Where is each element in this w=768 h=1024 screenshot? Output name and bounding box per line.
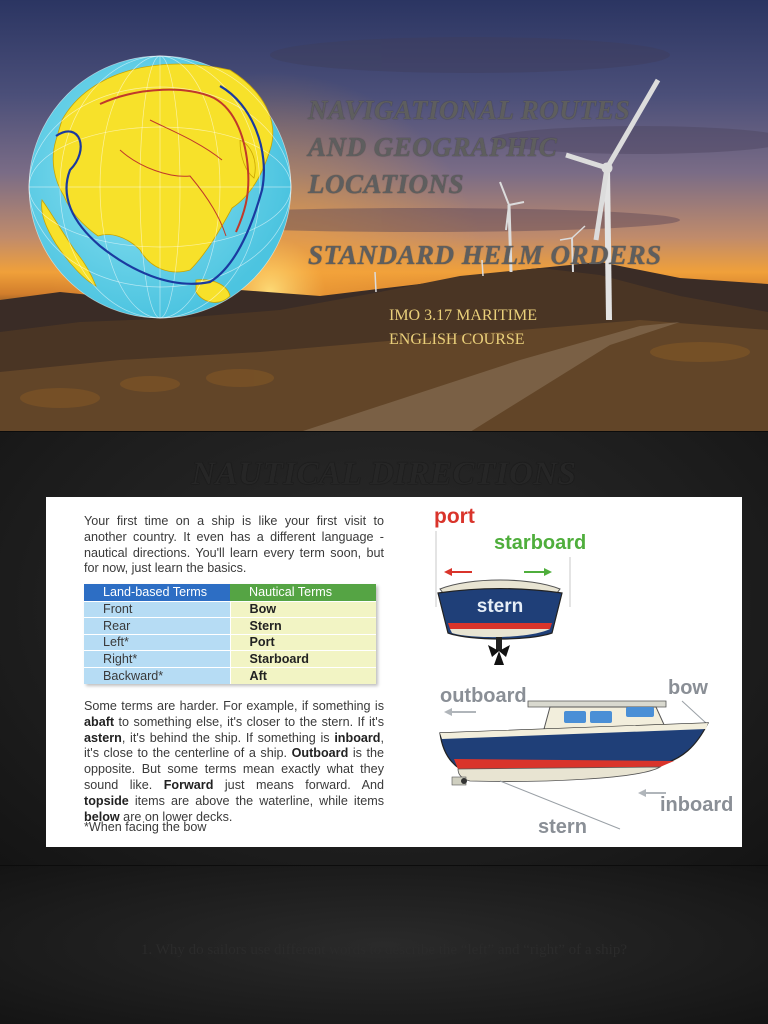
slide-heading: NAUTICAL DIRECTIONS (191, 456, 577, 492)
column-header-nautical: Nautical Terms (230, 584, 376, 601)
table-row (84, 651, 376, 668)
boat-stern-view-icon (438, 580, 562, 665)
question-text: 1. Why do sailors use different words to describe the “left” and “right” of a ship? (141, 942, 627, 958)
table-cell-nautical: Port (230, 634, 376, 651)
subtitle-line-1: IMO 3.17 MARITIME (389, 307, 537, 324)
label-port: port (434, 505, 475, 528)
table-cell-land: Rear (84, 618, 230, 635)
term-topside: topside (84, 793, 129, 808)
slide-nautical-directions (0, 432, 768, 866)
starboard-arrow-icon (524, 568, 552, 576)
table-cell-nautical: Bow (230, 601, 376, 618)
label-stern-bottom: stern (538, 816, 587, 838)
table-cell-nautical: Starboard (230, 651, 376, 668)
title-line-1: NAVIGATIONAL ROUTES (308, 95, 631, 125)
footnote: *When facing the bow (84, 820, 207, 834)
term-inboard: inboard (334, 730, 381, 745)
table-row (84, 601, 376, 618)
table-cell-land: Backward* (84, 667, 230, 684)
label-stern-top: stern (476, 596, 524, 617)
terms-table (84, 584, 376, 684)
boat-side-view-icon (440, 701, 708, 785)
ship-directions-diagram (420, 497, 742, 847)
slide-title (0, 0, 768, 432)
title-line-3: LOCATIONS (308, 169, 465, 199)
body-paragraph: Some terms are harder. For example, if something is abaft to something else, it's closer to the stern. If it's astern, it's behind the ship. If something is inboard, it's close to the centerline of a ship. Outboard is the opposite. But some terms mean exactly what they sound like. Forward just means forward. And topside items are above the waterline, while items below are on lower decks. (84, 699, 384, 824)
term-below: below (84, 809, 120, 824)
table-row (84, 634, 376, 651)
slide-question (0, 866, 768, 1024)
table-cell-land: Front (84, 601, 230, 618)
intro-paragraph: Your first time on a ship is like your first visit to another country. It even has a different language - nautical directions. You'll learn every term soon, but for now, just learn the basics. (84, 514, 384, 576)
label-inboard: inboard (660, 794, 734, 816)
column-header-land: Land-based Terms (84, 584, 230, 601)
table-row (84, 667, 376, 684)
globe-icon (29, 56, 291, 318)
table-row (84, 618, 376, 635)
table-cell-nautical: Aft (230, 667, 376, 684)
subtitle-line-2: ENGLISH COURSE (389, 331, 525, 348)
term-forward: Forward (163, 777, 214, 792)
label-bow: bow (668, 677, 708, 699)
table-cell-land: Right* (84, 651, 230, 668)
slide-title-text (308, 92, 748, 274)
title-helm-orders: STANDARD HELM ORDERS (308, 240, 662, 270)
content-panel (46, 497, 742, 847)
term-abaft: abaft (84, 714, 115, 729)
bow-leader-line (682, 701, 706, 723)
table-cell-nautical: Stern (230, 618, 376, 635)
slide-subtitle (389, 304, 649, 352)
term-outboard: Outboard (291, 746, 349, 761)
port-arrow-icon (444, 568, 472, 576)
label-starboard: starboard (494, 532, 587, 554)
outboard-arrow-icon (444, 708, 476, 716)
table-cell-land: Left* (84, 634, 230, 651)
label-outboard: outboard (440, 685, 527, 707)
term-astern: astern (84, 730, 122, 745)
title-line-2: AND GEOGRAPHIC (308, 132, 558, 162)
table-header-row (84, 584, 376, 601)
